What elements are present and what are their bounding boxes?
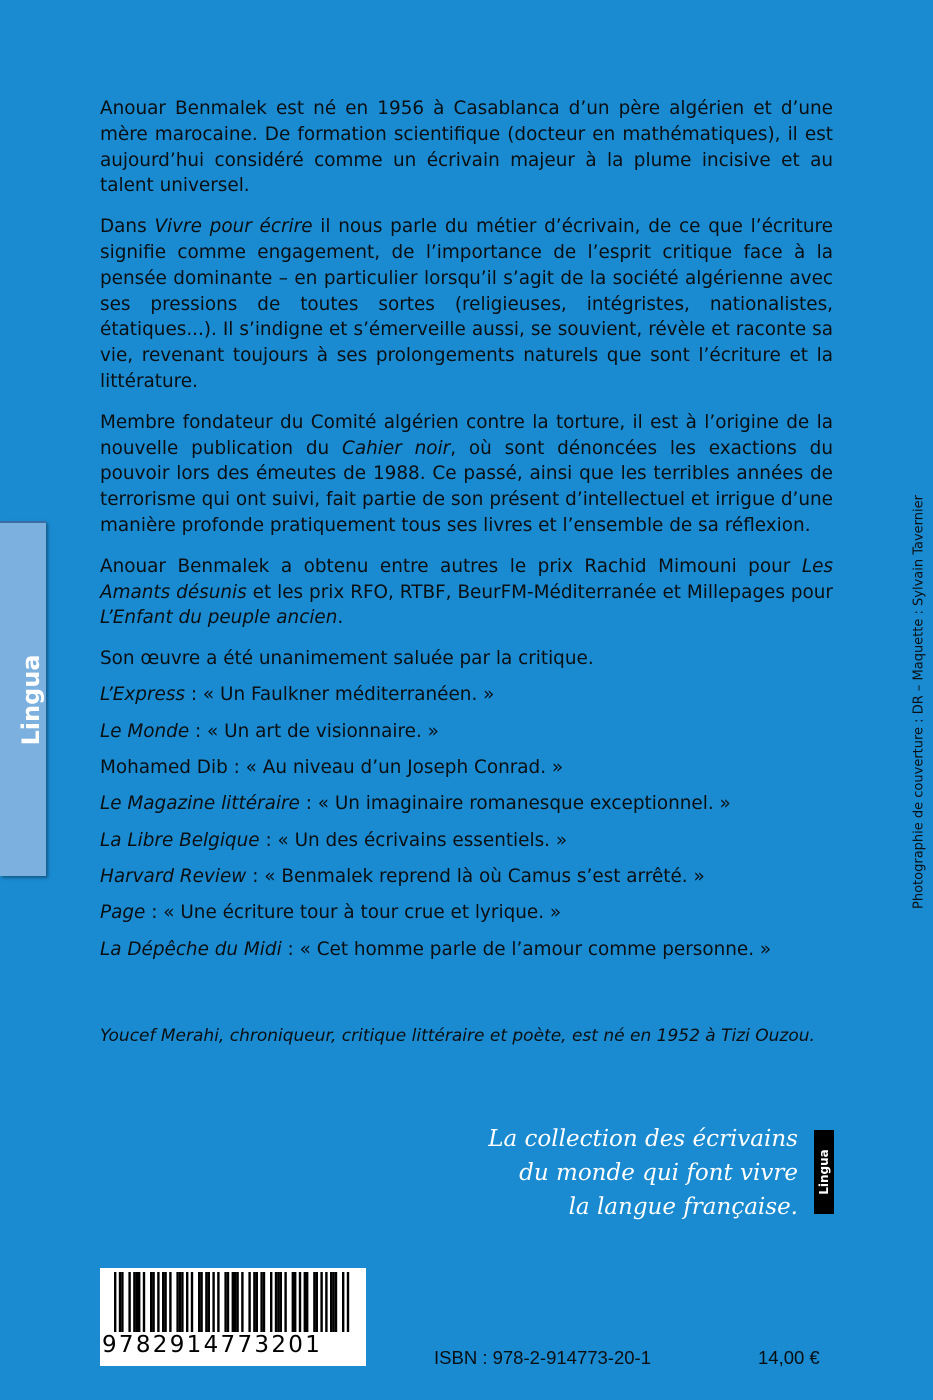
- awards-paragraph: [100, 554, 833, 631]
- barcode-bar: [294, 1272, 296, 1332]
- review-source: Harvard Review: [100, 865, 247, 887]
- barcode-bar: [121, 1272, 123, 1332]
- review-source: Le Magazine littéraire: [100, 793, 300, 815]
- barcode-number: 9782914773201: [102, 1332, 323, 1358]
- barcode-bar: [342, 1272, 344, 1332]
- lingua-logo-text: Lingua: [817, 1149, 831, 1195]
- barcode-bar: [212, 1272, 214, 1332]
- lingua-logo: [814, 1130, 834, 1214]
- barcode-bar: [181, 1272, 183, 1332]
- barcode-bar: [143, 1272, 145, 1332]
- barcode-bar: [236, 1272, 238, 1332]
- barcode-bar: [277, 1272, 279, 1332]
- review-source: L’Express: [100, 684, 186, 706]
- tagline-line: du monde qui font vivre: [519, 1160, 798, 1186]
- text-span: Membre fondateur du Comité algérien contre la torture, il est à l’origine de la nouvelle publication du: [100, 411, 833, 459]
- barcode: [100, 1268, 366, 1366]
- review-quote: : « Benmalek reprend là où Camus s’est arrêté. »: [246, 865, 705, 887]
- activism-paragraph: [100, 410, 833, 539]
- barcode-bar: [224, 1272, 226, 1332]
- text-span: .: [337, 607, 344, 629]
- barcode-bar: [133, 1272, 135, 1332]
- barcode-bar: [320, 1272, 322, 1332]
- barcode-bar: [157, 1272, 159, 1332]
- barcode-bar: [162, 1272, 164, 1332]
- review-quote: : « Cet homme parle de l’amour comme personne. »: [281, 938, 772, 960]
- review-source: La Dépêche du Midi: [100, 938, 282, 960]
- barcode-bar: [253, 1272, 255, 1332]
- barcode-bar: [248, 1272, 250, 1332]
- barcode-bar: [270, 1272, 272, 1332]
- book-title: Vivre pour écrire: [154, 216, 313, 238]
- barcode-bar: [280, 1272, 282, 1332]
- barcode-bar: [263, 1272, 265, 1332]
- review-item: [100, 937, 833, 963]
- barcode-bar: [335, 1272, 337, 1332]
- barcode-bar: [198, 1272, 200, 1332]
- barcode-bar: [234, 1272, 236, 1332]
- barcode-bar: [138, 1272, 140, 1332]
- review-quote: : « Un art de visionnaire. »: [189, 720, 439, 742]
- barcode-bar: [306, 1272, 308, 1332]
- barcode-bar: [330, 1272, 332, 1332]
- barcode-bar: [119, 1272, 121, 1332]
- text-span: Dans: [100, 216, 155, 238]
- cahier-title: Cahier noir: [342, 437, 451, 459]
- reviews-list: [100, 682, 833, 962]
- review-quote: : « Au niveau d’un Joseph Conrad. »: [227, 757, 564, 779]
- review-item: [100, 828, 833, 854]
- review-source: Page: [100, 902, 146, 924]
- tagline-line: La collection des écrivains: [488, 1126, 798, 1152]
- review-quote: : « Un Faulkner méditerranéen. »: [185, 684, 495, 706]
- barcode-bar: [205, 1272, 207, 1332]
- barcode-bar: [200, 1272, 202, 1332]
- book-paragraph: [100, 214, 833, 395]
- collection-tab-label: Lingua: [17, 654, 45, 746]
- barcode-bar: [114, 1272, 116, 1332]
- barcode-bar: [169, 1272, 171, 1332]
- barcode-bar: [347, 1272, 349, 1332]
- review-item: [100, 682, 833, 708]
- text-span: et les prix RFO, RTBF, BeurFM-Méditerranée et Millepages pour: [246, 581, 833, 603]
- review-item: [100, 755, 833, 781]
- intro-paragraph: Anouar Benmalek est né en 1956 à Casablanca d’un père algérien et d’une mère marocaine. De formation scientifique (docteur en mathématiques), il est aujourd’hui considéré comme un écrivain majeur à la plume incisive et au talent universel.: [100, 98, 833, 197]
- barcode-bar: [150, 1272, 152, 1332]
- barcode-bar: [332, 1272, 334, 1332]
- review-quote: : « Un imaginaire romanesque exceptionnel. »: [299, 793, 731, 815]
- back-cover-text: [100, 96, 833, 973]
- barcode-bar: [179, 1272, 181, 1332]
- isbn: ISBN : 978-2-914773-20-1: [434, 1347, 651, 1368]
- barcode-bar: [191, 1272, 193, 1332]
- barcode-bar: [304, 1272, 306, 1332]
- barcode-bar: [128, 1272, 130, 1332]
- barcode-bar: [152, 1272, 154, 1332]
- award-book-title-1: Les Amants désunis: [100, 555, 833, 603]
- barcode-bar: [176, 1272, 178, 1332]
- praise-intro: Son œuvre a été unanimement saluée par la critique.: [100, 648, 594, 670]
- review-item: [100, 864, 833, 890]
- review-item: [100, 900, 833, 926]
- barcode-bar: [227, 1272, 229, 1332]
- review-source: Mohamed Dib: [100, 757, 228, 779]
- barcode-bar: [316, 1272, 318, 1332]
- collection-tagline: [470, 1122, 798, 1224]
- barcode-bar: [208, 1272, 210, 1332]
- barcode-bar: [260, 1272, 262, 1332]
- barcode-bar: [136, 1272, 138, 1332]
- photo-credit: Photographie de couverture : DR – Maquette : Sylvain Tavernier: [911, 495, 927, 909]
- barcode-bar: [186, 1272, 188, 1332]
- barcode-bar: [275, 1272, 277, 1332]
- review-source: Le Monde: [100, 720, 190, 742]
- review-quote: : « Une écriture tour à tour crue et lyrique. »: [145, 902, 562, 924]
- text-span: , où sont dénoncées les exactions du pouvoir lors des émeutes de 1988. Ce passé, ainsi que les terribles années de terrorisme qui ont suivi, fait partie de son présent d’intellectuel et irrigue d’une manière profonde pratiquement tous ses livres et l’ensemble de sa réflexion.: [100, 437, 833, 536]
- review-item: [100, 791, 833, 817]
- review-source: La Libre Belgique: [100, 829, 260, 851]
- barcode-bar: [325, 1272, 327, 1332]
- barcode-bar: [164, 1272, 166, 1332]
- tagline-line: la langue française.: [568, 1194, 798, 1220]
- review-item: [100, 719, 833, 745]
- text-span: il nous parle du métier d’écrivain, de ce que l’écriture signifie comme engagement, de l’importance de l’esprit critique face à la pensée dominante – en particulier lorsqu’il s’agit de la société algérienne avec ses pressions de toutes sortes (religieuses, intégristes, nationalistes, étatiques...). Il s’indigne et s’émerveille aussi, se souvient, révèle et raconte sa vie, revenant toujours à ses prolongements naturels que sont l’écriture et la littérature.: [100, 216, 833, 392]
- barcode-bar: [232, 1272, 234, 1332]
- barcode-bar: [292, 1272, 294, 1332]
- barcode-bar: [217, 1272, 219, 1332]
- barcode-bar: [256, 1272, 258, 1332]
- review-quote: : « Un des écrivains essentiels. »: [259, 829, 568, 851]
- barcode-bar: [313, 1272, 315, 1332]
- barcode-bar: [284, 1272, 286, 1332]
- editor-bio: Youcef Merahi, chroniqueur, critique littéraire et poète, est né en 1952 à Tizi Ouzou.: [100, 1026, 815, 1046]
- barcode-bar: [299, 1272, 301, 1332]
- text-span: Anouar Benmalek a obtenu entre autres le prix Rachid Mimouni pour: [100, 555, 802, 577]
- award-book-title-2: L’Enfant du peuple ancien: [100, 607, 338, 629]
- price: 14,00 €: [758, 1347, 820, 1368]
- barcode-bar: [241, 1272, 243, 1332]
